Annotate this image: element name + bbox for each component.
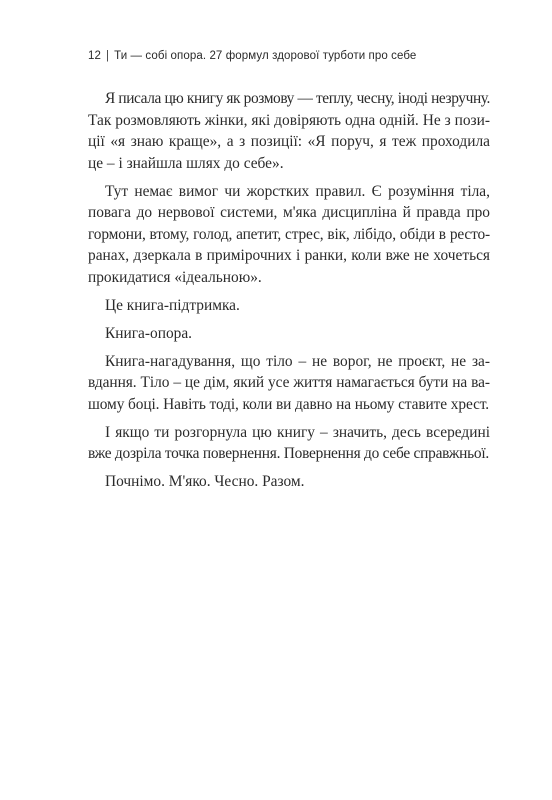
text-line: ранах, дзеркала в примірочних і ранки, коли вже не хочеться [88,247,490,264]
paragraph [88,181,490,289]
text-line: Тут немає вимог чи жорстких правил. Є розуміння тіла, [105,182,490,200]
page-number: 12 [88,50,101,62]
text-line: Це книга-підтримка. [105,296,240,314]
text-line: Книга-нагадування, що тіло – не ворог, не проєкт, не за- [105,352,490,370]
paragraph [88,351,490,416]
text-line: прокидатися «ідеальною». [88,268,262,286]
text-line: вдання. Тіло – це дім, який усе життя намагається бути на ва- [88,374,490,391]
text-line: ції «я знаю краще», а з позиції: «Я поруч, я теж проходила [88,133,490,150]
running-header [88,50,488,62]
text-line: повага до нервової системи, м'яка дисципліна й правда про [88,204,490,221]
paragraph [88,471,490,493]
text-line: Книга-опора. [105,324,193,342]
text-line: Так розмовляють жінки, які довіряють одна одній. Не з пози- [88,111,490,129]
text-line: гормони, втому, голод, апетит, стрес, вік, лібідо, обіди в ресто- [88,225,490,243]
text-line: Почнімо. М'яко. Чесно. Разом. [105,473,305,490]
text-line: це – і знайшла шлях до себе». [88,154,284,172]
body-text [88,88,490,499]
text-line: Я писала цю книгу як розмову — теплу, чесну, іноді незручну. [105,90,490,107]
text-line: вже дозріла точка повернення. Повернення до себе справжньої. [88,445,489,462]
text-line: І якщо ти розгорнула цю книгу – значить, десь всередині [105,423,490,441]
book-title: Ти — собі опора. 27 формул здорової турботи про себе [114,50,417,62]
text-line: шому боці. Навіть тоді, коли ви давно на ньому ставите хрест. [88,395,490,413]
paragraph [88,323,490,345]
paragraph [88,295,490,317]
header-separator: | [106,50,110,62]
paragraph [88,88,490,174]
paragraph [88,422,490,465]
